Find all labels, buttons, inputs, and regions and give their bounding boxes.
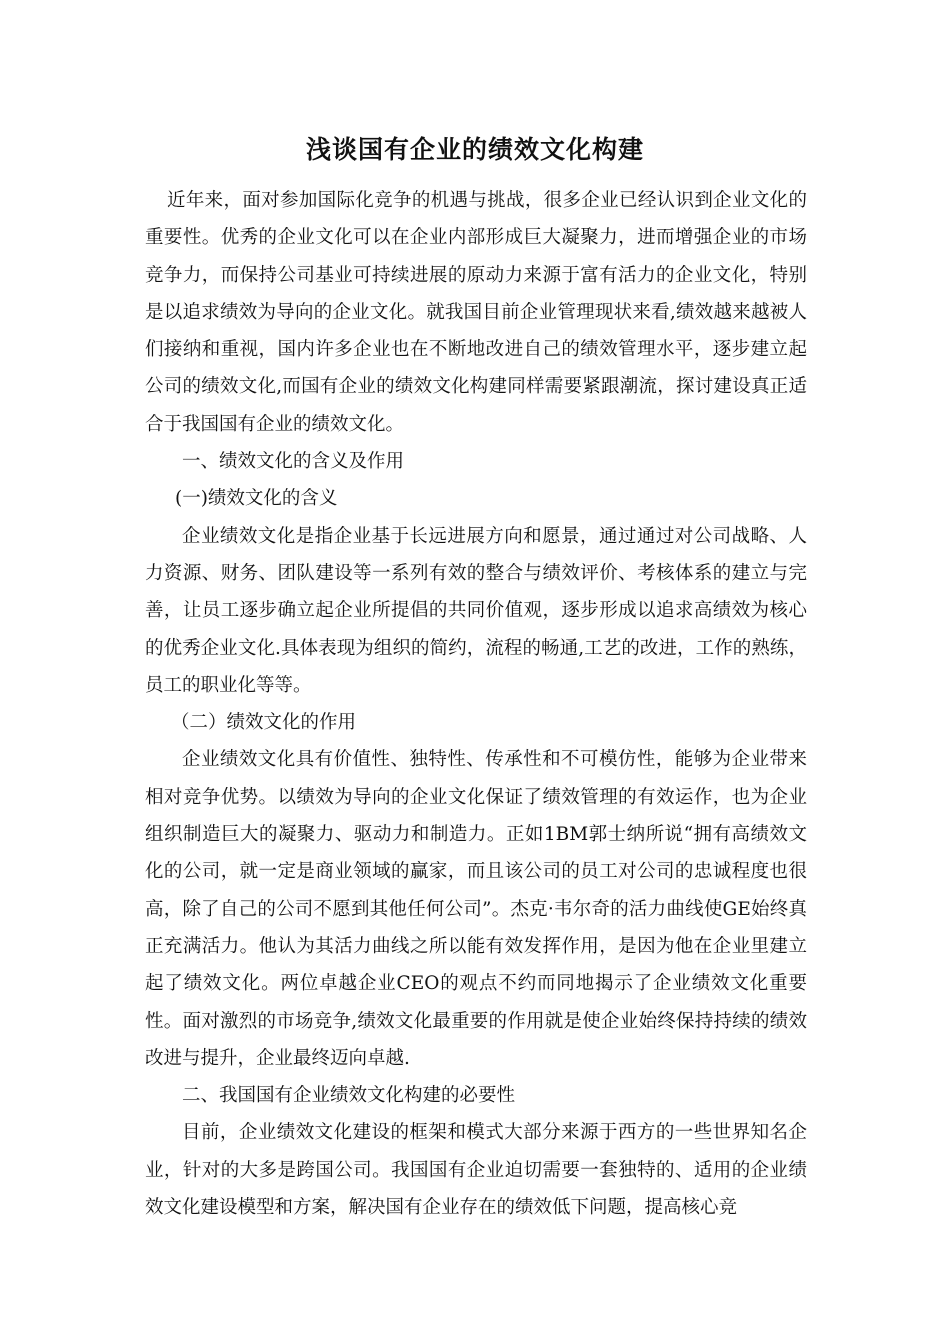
intro-paragraph: 近年来，面对参加国际化竞争的机遇与挑战，很多企业已经认识到企业文化的重要性。优秀的企业文化可以在企业内部形成巨大凝聚力，进而增强企业的市场竞争力，而保持公司基业可持续进展的原动力来源于富有活力的企业文化，特别是以追求绩效为导向的企业文化。就我国目前企业管理现状来看,绩效越来越被人们接纳和重视，国内许多企业也在不断地改进自己的绩效管理水平，逐步建立起公司的绩效文化,而国有企业的绩效文化构建同样需要紧跟潮流，探讨建设真正适合于我国国有企业的绩效文化。 [145,190,807,435]
document-body [145,182,807,1226]
subsection-heading-2: （二）绩效文化的作用 [171,712,357,734]
section-2-paragraph: 目前，企业绩效文化建设的框架和模式大部分来源于西方的一些世界知名企业，针对的大多是跨国公司。我国国有企业迫切需要一套独特的、适用的企业绩效文化建设模型和方案，解决国有企业存在的绩效低下问题，提高核心竞 [145,1122,807,1219]
subsection-2-paragraph: 企业绩效文化具有价值性、独特性、传承性和不可模仿性，能够为企业带来相对竞争优势。以绩效为导向的企业文化保证了绩效管理的有效运作，也为企业组织制造巨大的凝聚力、驱动力和制造力。正如1BM郭士纳所说“拥有高绩效文化的公司，就一定是商业领域的赢家，而且该公司的员工对公司的忠诚程度也很高，除了自己的公司不愿到其他任何公司”。杰克·韦尔奇的活力曲线使GE始终真正充满活力。他认为其活力曲线之所以能有效发挥作用，是因为他在企业里建立起了绩效文化。两位卓越企业CEO的观点不约而同地揭示了企业绩效文化重要性。面对激烈的市场竞争,绩效文化最重要的作用就是使企业始终保持持续的绩效改进与提升，企业最终迈向卓越. [145,749,807,1069]
subsection-1-paragraph: 企业绩效文化是指企业基于长远进展方向和愿景，通过通过对公司战略、人力资源、财务、团队建设等一系列有效的整合与绩效评价、考核体系的建立与完善，让员工逐步确立起企业所提倡的共同价值观，逐步形成以追求高绩效为核心的优秀企业文化.具体表现为组织的简约，流程的畅通,工艺的改进，工作的熟练，员工的职业化等等。 [145,525,807,696]
subsection-heading-1: (一)绩效文化的含义 [175,488,338,510]
section-heading-2: 二、我国国有企业绩效文化构建的必要性 [182,1085,516,1107]
document-title: 浅谈国有企业的绩效文化构建 [305,135,644,164]
section-heading-1: 一、绩效文化的含义及作用 [182,451,405,473]
